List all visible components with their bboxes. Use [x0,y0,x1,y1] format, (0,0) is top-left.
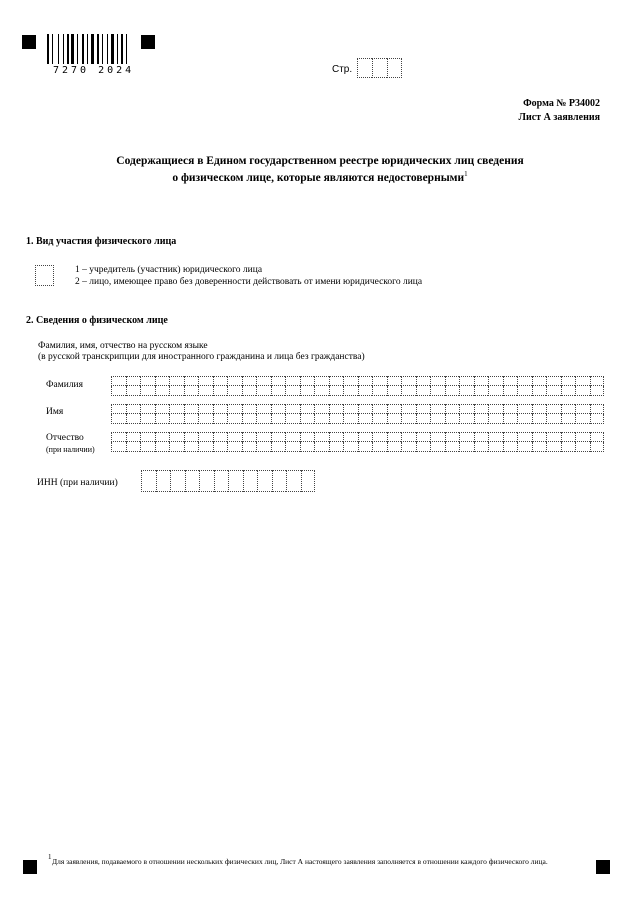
char-cell[interactable] [243,470,258,492]
page-number-cells[interactable] [357,58,402,78]
char-cell[interactable] [155,376,170,386]
char-cell[interactable] [198,432,213,442]
char-cell[interactable] [430,414,445,424]
section2-heading: 2. Сведения о физическом лице [26,315,168,326]
char-cell[interactable] [314,376,329,386]
char-cell[interactable] [488,414,503,424]
char-cell[interactable] [343,404,358,414]
patronymic-field[interactable] [111,432,604,452]
name-note-line1: Фамилия, имя, отчество на русском языке [38,341,208,351]
char-cell[interactable] [257,470,272,492]
char-cell[interactable] [285,376,300,386]
barcode-bar [107,34,108,64]
footnote-number: 1 [48,853,52,861]
char-cell[interactable] [329,404,344,414]
char-cell[interactable] [256,432,271,442]
char-cell[interactable] [474,432,489,442]
char-cell[interactable] [561,442,576,452]
char-cell[interactable] [198,404,213,414]
char-cell[interactable] [169,432,184,442]
char-cell[interactable] [126,442,141,452]
char-cell[interactable] [372,386,387,396]
barcode-bar [77,34,78,64]
char-cell[interactable] [517,432,532,442]
char-cell[interactable] [227,442,242,452]
char-cell[interactable] [242,386,257,396]
barcode-bar [102,34,103,64]
barcode-bar [65,34,66,64]
char-cell[interactable] [213,376,228,386]
char-cell[interactable] [300,442,315,452]
char-cell[interactable] [170,470,185,492]
char-cell[interactable] [430,442,445,452]
char-cell[interactable] [140,414,155,424]
char-cell[interactable] [213,442,228,452]
char-cell[interactable] [286,470,301,492]
char-cell[interactable] [300,404,315,414]
char-cell[interactable] [561,414,576,424]
char-cell[interactable] [503,386,518,396]
char-cell[interactable] [111,404,126,414]
char-cell[interactable] [343,442,358,452]
char-cell[interactable] [184,386,199,396]
char-cell[interactable] [256,442,271,452]
barcode-bar [87,34,88,64]
char-cell[interactable] [242,432,257,442]
cell-row [111,386,604,396]
char-cell[interactable] [285,386,300,396]
registration-marker-bottom-right [596,860,610,874]
char-cell[interactable] [459,404,474,414]
char-cell[interactable] [445,386,460,396]
barcode-bar [111,34,114,64]
char-cell[interactable] [590,442,605,452]
barcode-bar [60,34,62,64]
sheet-label: Лист А заявления [518,112,600,123]
char-cell[interactable] [111,386,126,396]
char-cell[interactable] [155,414,170,424]
char-cell[interactable] [503,442,518,452]
char-cell[interactable] [111,442,126,452]
char-cell[interactable] [271,376,286,386]
cell-row [111,376,604,386]
char-cell[interactable] [387,386,402,396]
char-cell[interactable] [140,404,155,414]
form-number: Форма № Р34002 [523,98,600,109]
char-cell[interactable] [126,414,141,424]
char-cell[interactable] [285,432,300,442]
char-cell[interactable] [155,442,170,452]
char-cell[interactable] [532,414,547,424]
char-cell[interactable] [242,404,257,414]
char-cell[interactable] [227,432,242,442]
char-cell[interactable] [416,376,431,386]
char-cell[interactable] [141,470,156,492]
char-cell[interactable] [590,414,605,424]
char-cell[interactable] [488,376,503,386]
char-cell[interactable] [387,404,402,414]
char-cell[interactable] [140,442,155,452]
barcode-bar [79,34,81,64]
char-cell[interactable] [372,404,387,414]
char-cell[interactable] [503,414,518,424]
barcode-bar [82,34,84,64]
char-cell[interactable] [314,386,329,396]
patronymic-note: (при наличии) [46,445,95,454]
barcode-bar [50,34,51,64]
char-cell[interactable] [213,386,228,396]
char-cell[interactable] [517,414,532,424]
char-cell[interactable] [517,404,532,414]
char-cell[interactable] [416,432,431,442]
char-cell[interactable] [459,432,474,442]
barcode-bar [119,34,120,64]
char-cell[interactable] [256,386,271,396]
char-cell[interactable] [561,386,576,396]
barcode-bar [91,34,94,64]
char-cell[interactable] [358,442,373,452]
char-cell[interactable] [561,404,576,414]
char-cell[interactable] [517,442,532,452]
barcode-bar [71,34,74,64]
cell-row [111,442,604,452]
char-cell[interactable] [590,386,605,396]
barcode [47,34,131,64]
char-cell[interactable] [575,386,590,396]
char-cell[interactable] [329,442,344,452]
barcode-bar [85,34,86,64]
char-cell[interactable] [590,432,605,442]
char-cell[interactable] [343,432,358,442]
char-cell[interactable] [184,442,199,452]
char-cell[interactable] [503,404,518,414]
char-cell[interactable] [532,404,547,414]
char-cell[interactable] [546,442,561,452]
char-cell[interactable] [488,432,503,442]
char-cell[interactable] [372,442,387,452]
char-cell[interactable] [285,414,300,424]
char-cell[interactable] [416,442,431,452]
inn-field[interactable] [141,470,315,492]
barcode-bar [115,34,117,64]
char-cell[interactable] [401,404,416,414]
char-cell[interactable] [169,414,184,424]
char-cell[interactable] [272,470,287,492]
char-cell[interactable] [517,386,532,396]
barcode-bar [58,34,59,64]
char-cell[interactable] [445,432,460,442]
char-cell[interactable] [185,470,200,492]
char-cell[interactable] [575,442,590,452]
patronymic-label: Отчество [46,433,84,443]
char-cell[interactable] [343,376,358,386]
char-cell[interactable] [213,432,228,442]
char-cell[interactable] [329,432,344,442]
char-cell[interactable] [387,414,402,424]
barcode-bar [95,34,96,64]
footnote-text: Для заявления, подаваемого в отношении нескольких физических лиц, Лист А настоящего заявления заполняется в отношении каждого физического лица. [52,857,548,866]
char-cell[interactable] [546,376,561,386]
char-cell[interactable] [198,414,213,424]
char-cell[interactable] [488,404,503,414]
barcode-bar [109,34,110,64]
char-cell[interactable] [285,404,300,414]
char-cell[interactable] [271,386,286,396]
char-cell[interactable] [285,442,300,452]
char-cell[interactable] [532,442,547,452]
barcode-bar [117,34,118,64]
char-cell[interactable] [561,376,576,386]
char-cell[interactable] [169,376,184,386]
char-cell[interactable] [546,432,561,442]
char-cell[interactable] [126,404,141,414]
char-cell[interactable] [271,432,286,442]
char-cell[interactable] [459,386,474,396]
page-title-line2 [0,170,640,184]
char-cell[interactable] [358,432,373,442]
char-cell[interactable] [546,386,561,396]
char-cell[interactable] [314,404,329,414]
char-cell[interactable] [401,414,416,424]
char-cell[interactable] [590,376,605,386]
char-cell[interactable] [242,442,257,452]
char-cell[interactable] [372,376,387,386]
barcode-bar [100,34,101,64]
char-cell[interactable] [213,414,228,424]
char-cell[interactable] [329,386,344,396]
char-cell[interactable] [256,404,271,414]
char-cell[interactable] [256,376,271,386]
char-cell[interactable] [416,404,431,414]
char-cell[interactable] [401,376,416,386]
cell-row [141,470,315,492]
char-cell[interactable] [488,442,503,452]
char-cell[interactable] [387,376,402,386]
name-note-line2: (в русской транскрипции для иностранного гражданина и лица без гражданства) [38,352,365,362]
char-cell[interactable] [575,376,590,386]
char-cell[interactable] [387,432,402,442]
char-cell[interactable] [126,432,141,442]
cell-row [111,432,604,442]
char-cell[interactable] [155,404,170,414]
char-cell[interactable] [532,386,547,396]
char-cell[interactable] [300,414,315,424]
barcode-bar [126,34,127,64]
char-cell[interactable] [474,442,489,452]
char-cell[interactable] [575,414,590,424]
char-cell[interactable] [169,442,184,452]
char-cell[interactable] [532,376,547,386]
char-cell[interactable] [300,376,315,386]
char-cell[interactable] [459,414,474,424]
char-cell[interactable] [184,404,199,414]
barcode-bar [47,34,49,64]
char-cell[interactable] [111,414,126,424]
char-cell[interactable] [300,432,315,442]
char-cell[interactable] [329,376,344,386]
footnote [48,853,587,867]
char-cell[interactable] [199,470,214,492]
char-cell[interactable] [184,376,199,386]
char-cell[interactable] [227,414,242,424]
char-cell[interactable] [358,404,373,414]
char-cell[interactable] [228,470,243,492]
char-cell[interactable] [358,376,373,386]
char-cell[interactable] [430,404,445,414]
barcode-bar [70,34,71,64]
char-cell[interactable] [561,432,576,442]
barcode-bar [124,34,125,64]
inn-label: ИНН (при наличии) [37,478,118,488]
cell-row [111,404,604,414]
section1-heading: 1. Вид участия физического лица [26,236,177,247]
char-cell[interactable] [590,404,605,414]
char-cell[interactable] [445,442,460,452]
char-cell[interactable] [474,414,489,424]
char-cell[interactable] [156,470,171,492]
char-cell[interactable] [329,414,344,424]
char-cell[interactable] [503,376,518,386]
char-cell[interactable] [517,376,532,386]
char-cell[interactable] [474,386,489,396]
char-cell[interactable] [401,432,416,442]
char-cell[interactable] [111,376,126,386]
char-cell[interactable] [227,376,242,386]
char-cell[interactable] [227,386,242,396]
char-cell[interactable] [155,386,170,396]
char-cell[interactable] [445,376,460,386]
char-cell[interactable] [242,376,257,386]
name-label: Имя [46,407,64,417]
footnote-ref: 1 [464,170,468,178]
char-cell[interactable] [416,414,431,424]
char-cell[interactable] [214,470,229,492]
char-cell[interactable] [358,386,373,396]
barcode-bar [52,34,53,64]
char-cell[interactable] [459,376,474,386]
char-cell[interactable] [430,376,445,386]
participation-option-1: 1 – учредитель (участник) юридического лица [75,265,263,275]
char-cell[interactable] [213,404,228,414]
char-cell[interactable] [184,432,199,442]
char-cell[interactable] [488,386,503,396]
char-cell[interactable] [343,414,358,424]
char-cell[interactable] [256,414,271,424]
char-cell[interactable] [126,386,141,396]
char-cell[interactable] [242,414,257,424]
char-cell[interactable] [155,432,170,442]
char-cell[interactable] [271,404,286,414]
char-cell[interactable] [503,432,518,442]
barcode-bar [97,34,99,64]
char-cell[interactable] [532,432,547,442]
char-cell[interactable] [140,386,155,396]
char-cell[interactable] [401,442,416,452]
char-cell[interactable] [343,386,358,396]
char-cell[interactable] [111,432,126,442]
char-cell[interactable] [459,442,474,452]
char-cell[interactable] [227,404,242,414]
char-cell[interactable] [271,442,286,452]
registration-marker-top-left [22,35,36,49]
surname-field[interactable] [111,376,604,396]
barcode-bar [121,34,123,64]
registration-marker-top-right [141,35,155,49]
char-cell[interactable] [140,376,155,386]
char-cell[interactable] [358,414,373,424]
char-cell[interactable] [301,470,316,492]
cell-row [111,414,604,424]
barcode-bar [63,34,64,64]
barcode-bar [67,34,69,64]
char-cell[interactable] [314,442,329,452]
char-cell[interactable] [169,404,184,414]
char-cell[interactable] [198,376,213,386]
char-cell[interactable] [140,432,155,442]
participation-option-2: 2 – лицо, имеющее право без доверенности действовать от имени юридического лица [75,277,423,287]
char-cell[interactable] [169,386,184,396]
page-title-line2-text: о физическом лице, которые являются недостоверными [172,171,465,184]
char-cell[interactable] [372,414,387,424]
char-cell[interactable] [546,404,561,414]
char-cell[interactable] [271,414,286,424]
char-cell[interactable] [474,404,489,414]
char-cell[interactable] [430,386,445,396]
char-cell[interactable] [575,432,590,442]
char-cell[interactable] [401,386,416,396]
char-cell[interactable] [314,432,329,442]
barcode-bar [89,34,90,64]
char-cell[interactable] [372,432,387,442]
char-cell[interactable] [546,414,561,424]
char-cell[interactable] [198,386,213,396]
page-label: Стр. [332,64,353,75]
char-cell[interactable] [198,442,213,452]
char-cell[interactable] [416,386,431,396]
barcode-bar [54,34,57,64]
char-cell[interactable] [184,414,199,424]
registration-marker-bottom-left [23,860,37,874]
char-cell[interactable] [314,414,329,424]
char-cell[interactable] [126,376,141,386]
barcode-number: 7270 2024 [53,65,135,76]
char-cell[interactable] [474,376,489,386]
char-cell[interactable] [445,404,460,414]
surname-label: Фамилия [46,380,84,390]
char-cell[interactable] [430,432,445,442]
char-cell[interactable] [300,386,315,396]
barcode-bar [128,34,130,64]
barcode-bar [75,34,76,64]
char-cell[interactable] [575,404,590,414]
char-cell[interactable] [445,414,460,424]
barcode-bar [104,34,106,64]
participation-type-field[interactable] [35,265,54,286]
page-title-line1: Содержащиеся в Едином государственном реестре юридических лиц сведения [116,155,524,167]
char-cell[interactable] [387,442,402,452]
name-field[interactable] [111,404,604,424]
